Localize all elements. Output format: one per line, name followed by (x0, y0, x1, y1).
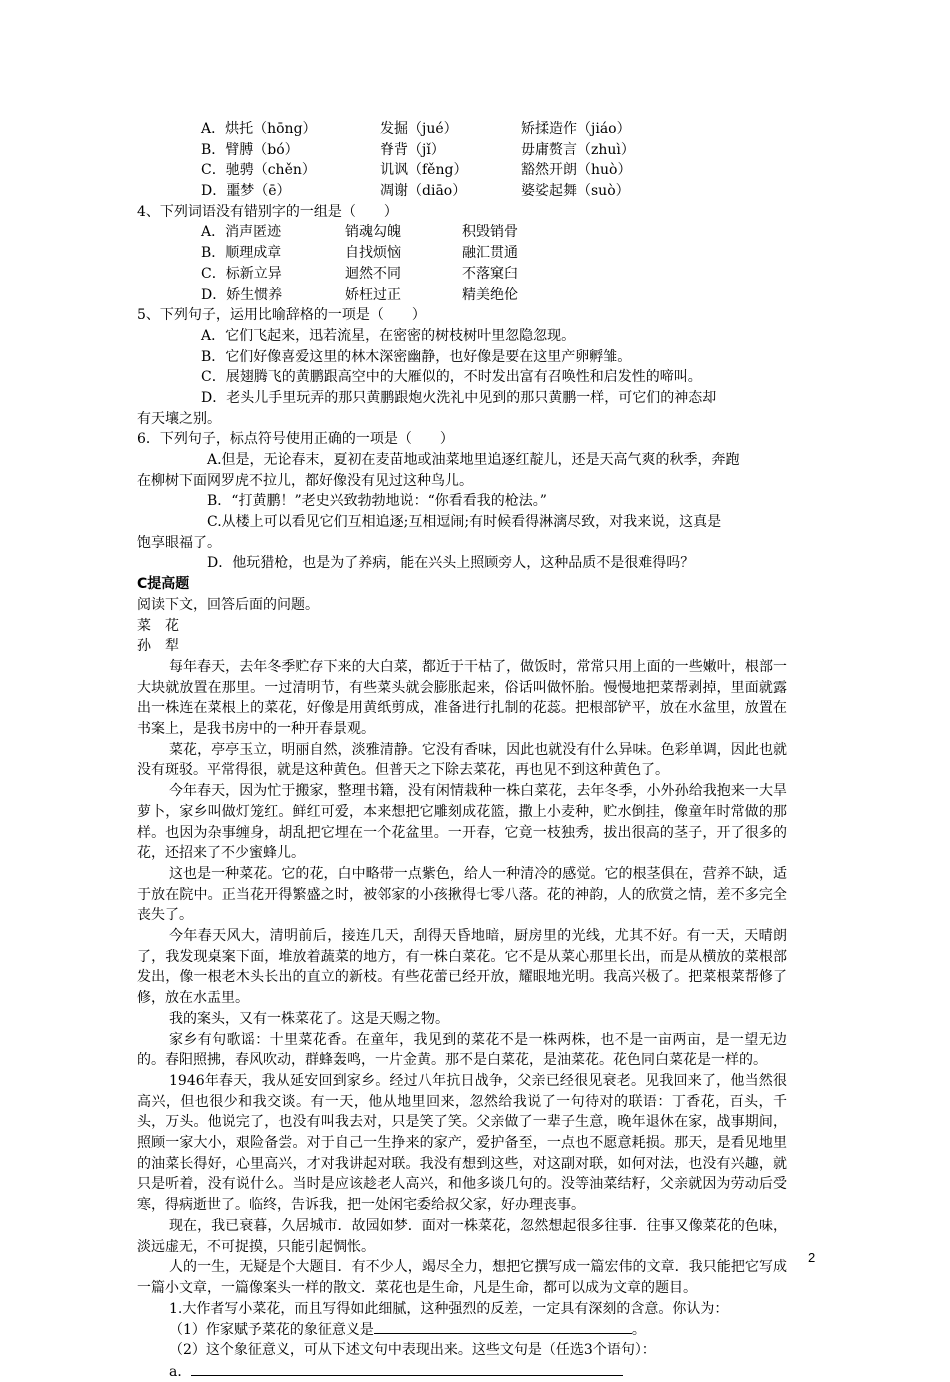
q5-option-d-line2: 有天壤之别。 (137, 410, 221, 427)
option-word-2: 娇枉过正 (345, 286, 401, 303)
passage-title: 菜 花 (137, 617, 179, 634)
option-word-3: 积毁销骨 (462, 224, 518, 241)
q4-option-a (137, 222, 787, 243)
option-word-3: 精美绝伦 (462, 286, 518, 303)
option-word-3: 不落窠臼 (462, 265, 518, 282)
q6-option-a-line1: A.但是，无论春末，夏初在麦苗地或油菜地里追逐红靛儿，还是天高气爽的秋季，奔跑 (207, 452, 740, 468)
q4-option-d (137, 285, 787, 306)
option-word-1: A．消声匿迹 (201, 224, 282, 241)
option-word-2: 自找烦恼 (345, 245, 401, 262)
q6-stem: 6．下列句子，标点符号使用正确的一项是（ ） (137, 431, 454, 448)
reading-instruction: 阅读下文，回答后面的问题。 (137, 596, 319, 613)
section-heading: C提高题 (137, 576, 190, 593)
passage-paragraph: 现在，我已衰暮，久居城市．故园如梦．面对一株菜花，忽然想起很多往事．往事又像菜花的色味，淡远虚无，不可捉摸，只能引起惆怅。 (137, 1217, 787, 1255)
passage-paragraph: 家乡有句歌谣：十里菜花香。在童年，我见到的菜花不是一株两株，也不是一亩两亩，是一望无边的。春阳照拂，春风吹动，群蜂轰鸣，一片金黄。那不是白菜花，是油菜花。花色同白菜花是一样的。 (137, 1031, 787, 1069)
q6-option-c-line1: C.从楼上可以看见它们互相追逐;互相逗闹;有时候看得淋漓尽致，对我来说，这真是 (207, 514, 722, 531)
option-word-2: 讥讽（fěng） (380, 162, 468, 179)
q5-option-a: A．它们飞起来，迅若流星，在密密的树枝树叶里忽隐忽现。 (201, 327, 576, 344)
question-1-1 (137, 1319, 787, 1340)
page-number: 2 (808, 1250, 816, 1265)
q6-option-d: D．他玩猎枪，也是为了养病，能在兴头上照顾旁人，这种品质不是很难得吗？ (207, 555, 695, 572)
q4-stem: 4、下列词语没有错别字的一组是（ ） (137, 203, 398, 220)
question-1-1-text: （1）作家赋予菜花的象征意义是 (169, 1322, 374, 1339)
q4-option-c (137, 264, 787, 285)
q6-option-b: B．“打黄鹏！”老史兴致勃勃地说：“你看看我的枪法。” (207, 493, 547, 510)
option-word-1: D．噩梦（ē） (201, 183, 291, 200)
passage-paragraph: 这也是一种菜花。它的花，白中略带一点紫色，给人一种清冷的感觉。它的根茎俱在，营养不缺，适于放在院中。正当花开得繁盛之时，被邻家的小孩揪得七零八落。花的神韵，人的欣赏之情，差不多完全丧失了。 (137, 865, 787, 924)
option-word-3: 矫揉造作（jiáo） (521, 121, 631, 137)
option-word-3: 毋庸赘言（zhuì） (521, 141, 635, 158)
q6-option-a-line2: 在柳树下面网罗虎不拉儿，都好像没有见过这种鸟儿。 (137, 472, 473, 489)
passage-paragraph: 我的案头，又有一株菜花了。这是天赐之物。 (169, 1010, 449, 1027)
q5-option-c: C．展翅腾飞的黄鹏跟高空中的大雁似的，不时发出富有召唤性和启发性的啼叫。 (201, 369, 702, 386)
passage-paragraph: 今年春天，因为忙于搬家，整理书籍，没有闲情栽种一株白菜花，去年冬季，小外孙给我抱来一大旱萝卜，家乡叫做灯笼红。鲜红可爱，本来想把它雕刻成花篮，撒上小麦种，贮水倒挂，像童年时常做的那样。也因为杂事缠身，胡乱把它埋在一个花盆里。一开春，它竟一枝独秀，拔出很高的茎子，开了很多的花，还招来了不少蜜蜂儿。 (137, 783, 787, 862)
option-word-1: C．标新立异 (201, 265, 282, 282)
q5-option-b: B．它们好像喜爱这里的林木深密幽静，也好像是要在这里产卵孵雏。 (201, 348, 632, 365)
passage-paragraph: 人的一生，无疑是个大题目．有不少人，竭尽全力，想把它撰写成一篇宏伟的文章．我只能把它写成一篇小文章，一篇像案头一样的散文．菜花也是生命，凡是生命，都可以成为文章的题目。 (137, 1259, 787, 1296)
passage-author: 孙 犁 (137, 638, 179, 655)
q5-stem: 5、下列句子，运用比喻辞格的一项是（ ） (137, 307, 426, 324)
q4-option-b (137, 243, 787, 264)
q3-option-c (137, 160, 787, 181)
passage-paragraph: 每年春天，去年冬季贮存下来的大白菜，都近于干枯了，做饭时，常常只用上面的一些嫩叶，根部一大块就放置在那里。一过清明节，有些菜头就会膨胀起来，俗话叫做怀胎。慢慢地把菜帮剥掉，里面就露出一株连在菜根上的菜花，好像是用黄纸剪成，准备进行扎制的花蕊。把根部铲平，放在水盆里，放置在书案上，是我书房中的一种开春景观。 (137, 658, 787, 737)
option-word-2: 迴然不同 (345, 265, 401, 282)
option-word-2: 发掘（jué） (380, 121, 458, 137)
question-1: 1.大作者写小菜花，而且写得如此细腻，这种强烈的反差，一定具有深刻的含意。你认为： (169, 1300, 729, 1317)
q5-option-d-line1: D．老头儿手里玩弄的那只黄鹏跟炮火洗礼中见到的那只黄鹏一样，可它们的神态却 (201, 389, 717, 406)
q3-option-d (137, 181, 787, 202)
page-content (137, 119, 787, 1381)
passage-paragraph: 今年春天风大，清明前后，接连几天，刮得天昏地暗，厨房里的光线，尤其不好。有一天，天晴朗了，我发现桌案下面，堆放着蔬菜的地方，有一株白菜花。它不是从菜心那里长出，而是从横放的菜根部发出，像一根老木头长出的直立的新枝。有些花蕾已经开放，耀眼地光明。我高兴极了。把菜根菜帮修了修，放在水盂里。 (137, 928, 787, 1007)
question-1-2: （2）这个象征意义，可从下述文句中表现出来。这些文句是（任选3个语句）： (169, 1342, 656, 1359)
option-word-1: B．臂膊（bó） (201, 141, 299, 158)
option-word-1: B．顺理成章 (201, 245, 282, 262)
option-word-3: 婆娑起舞（suò） (521, 183, 630, 200)
answer-label-a: a． (169, 1363, 192, 1380)
passage-paragraph: 1946年春天，我从延安回到家乡。经过八年抗日战争，父亲已经很见衰老。见我回来了，他当然很高兴，但也很少和我交谈。有一天，他从地里回来，忽然给我说了一句待对的联语：丁香花，百头，千头，万头。他说完了，也没有叫我去对，只是笑了笑。父亲做了一辈子生意，晚年退休在家，战事期间，照顾一家大小，艰险备尝。对于自己一生挣来的家产，爱护备至，一点也不愿意耗损。那天，是看见地里的油菜长得好，心里高兴，才对我讲起对联。我没有想到这些，对这副对联，如何对法，也没有兴趣，就只是听着，没有说什么。当时是应该趁老人高兴，和他多谈几句的。没等油菜结籽，父亲就因为劳动后受寒，得病逝世了。临终，告诉我，把一处闲宅委给叔父家，好办理丧事。 (137, 1072, 787, 1214)
option-word-2: 凋谢（diāo） (380, 183, 467, 200)
answer-blank[interactable] (374, 1319, 632, 1334)
q3-option-b (137, 140, 787, 161)
question-1-1-end: 。 (631, 1322, 646, 1339)
answer-blank[interactable] (191, 1361, 623, 1376)
q6-option-c-line2: 饱享眼福了。 (137, 534, 221, 551)
option-word-3: 豁然开朗（huò） (521, 162, 632, 179)
option-word-1: A．烘托（hōng） (201, 121, 317, 137)
q3-option-a (137, 119, 787, 140)
option-word-1: C．驰骋（chěn） (201, 162, 316, 179)
option-word-1: D．娇生惯养 (201, 286, 283, 303)
option-word-2: 销魂勾魄 (345, 224, 401, 241)
option-word-3: 融汇贯通 (462, 245, 518, 262)
answer-line-a (137, 1361, 787, 1382)
passage-paragraph: 菜花，亭亭玉立，明丽自然，淡雅清静。它没有香味，因此也就没有什么异味。色彩单调，因此也就没有斑驳。平常得很，就是这种黄色。但普天之下除去菜花，再也见不到这种黄色了。 (137, 741, 787, 779)
option-word-2: 脊背（jǐ） (380, 141, 445, 158)
